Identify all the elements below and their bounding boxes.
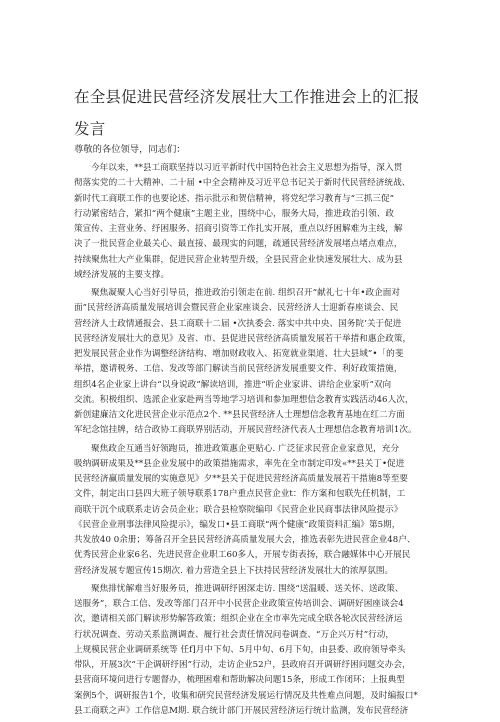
- paragraph-line: 交流。积极组织、选派企业家赴两当等地学习培训和参加理想信念教育实践活动46人次，: [74, 394, 414, 405]
- paragraph: [74, 286, 430, 439]
- paragraph-first-line: 聚焦凝聚人心当好引导员，推进政治引领走在前. 组织召开“献礼七十年•政企面对: [91, 288, 401, 298]
- paragraph-line: 案例5个，调研报告1个，收集和研究民营经济发展运行情况及共性难点问题，及时编报口*: [74, 690, 418, 701]
- paragraph-line: 面”民营经济高质量发展培训会暨民营企业家座谈会、民营经济人士迎新春座谈会、民: [74, 303, 399, 314]
- paragraph-line: 组织4名企业家上讲台“以身说政”解读培训，推进“听企业家讲、讲给企业家听”双向: [74, 379, 392, 390]
- paragraph-line: 次，邀请相关部门解读形势解答政策；组织企业在全市率先完成全联各轮次民营经济运: [74, 614, 403, 625]
- paragraph-line: 策宣传、主营业务、纾困服务、招商引资等工作扎实开展，重点以纾困解难为主线，解: [74, 224, 403, 234]
- paragraph-line: 新创建廉洁文化进民营企业示范点2个. **县民营经济人士理想信念教育基地在红二方面: [74, 410, 405, 420]
- title-line-2: 发言: [74, 120, 106, 138]
- paragraph: [74, 161, 430, 283]
- paragraph-line: 新时代工商联工作的也要论述、指示批示和贺信精神，将党纪学习教育与“三抓三促”: [74, 193, 395, 204]
- paragraph-line: 送服务”，联合工信、发改等部门召开中小民营企业政策宣传培训会、调研好困座谈会4: [74, 599, 404, 609]
- paragraph-line: 上规模民营企业调研系统等 任f]月中下旬、5月中旬、6月下旬，由县委、政府领导牵头: [74, 644, 406, 655]
- paragraph-line: 共发放40 0余册；筹备召开全县民营经济高质量发展大会，推选表彰先进民营企业48户、: [74, 535, 416, 545]
- paragraph-line: 县工商联之声》工作信息M期. 联合统计部门开展民营经济运行统计监测，发布民营经济: [74, 705, 409, 716]
- paragraph-line: 行动紧密结合，紧扣“两个健康”主题主业，围绕中心，服务大局，推进政治引领、政: [74, 208, 395, 219]
- paragraph-line: 商联干沉个成联系走访会员企业；联合县检察院编印《民营企业民商事法律风险提示》: [74, 504, 403, 515]
- paragraph-line: 民营经济发展壮大的意见》及省、市、县促进民营经济高质量发展若干举措和惠企政策，: [74, 333, 412, 344]
- paragraph-line: 吸纳调研成果及**县企业发展中的政策措施需求，率先在全市制定印发«**县关丁•促进: [74, 458, 405, 469]
- paragraph-line: 域经济发展的主要支撑。: [74, 269, 170, 280]
- paragraph-line: 营经济人士政情通报会、县工商联十二届 •次执委会. 落实中共中央、国务院’关于促进: [74, 318, 402, 329]
- salutation: 尊敬的各位领导，同志们：: [74, 144, 186, 155]
- paragraph-line: 营经济发展专题宣传15期次. 着力营造全县上下扶持民营经济发展壮大的浓厚氛围。: [74, 565, 394, 576]
- paragraph-line: 行状况调查、劳动关系监测调查、履行社会责任情况问卷调查、“万企兴万村”行动，: [74, 629, 395, 640]
- paragraph-line: 优秀民营企业家6名、先进民营企业职工60多人，开展专街表扬，联合融媒体中心开展民: [74, 550, 411, 561]
- paragraph-line: 举措，邀请税务、工信、发改等部门解读当前民营经济发展重要文件、利好政策措施，: [74, 364, 403, 375]
- paragraph: [74, 442, 430, 579]
- title-line-1: 在全县促进民营经济发展壮大工作推进会上的汇报: [74, 88, 420, 106]
- paragraph-first-line: 聚焦排忧解难当好服务员，推进调研纾困深走访. 围绕“送温暖、送关怀、送政策、: [91, 583, 404, 594]
- paragraph-first-line: 今年以来，**县工商联坚持以习近平新时代中国特色社会主义思想为指导，深入贯: [91, 163, 403, 173]
- paragraph-line: 彻落实党的二十大精神、二十届 •中全会精神及习近平总书记关于新时代民营经济统战、: [74, 178, 411, 189]
- paragraph-line: 《民营企业刑事法律风险提示》，编发口•县工商联“两个健康”政策资料汇编》第5期，: [74, 519, 401, 530]
- paragraph-line: 持续聚焦壮大产业集群，促进民营企业转型升级，全县民营企业快速发展壮大、成为县: [74, 254, 403, 265]
- paragraph-line: 把发展民营企业作为调整经济结构、增加财政收入、拓宽就业渠道、壮大县域”•「的斐: [74, 349, 404, 359]
- paragraph-line: 县营商环境问进行专题督办，梳理困难和帮助解决问题15条，形成工作闭环；上报典型: [74, 675, 405, 686]
- paragraph-line: 军纪念馆挂牌，结合政协工商联界别活动，开展民营经济代表人士理想信念教育培训1次。: [74, 425, 417, 436]
- paragraph-line: 带队，开展3次“干企调研纾困”行动，走访企业52户，县政府召开调研纾困问题交办会，: [74, 660, 411, 670]
- paragraph-line: 文件，制定出口县四大班子领导联系178户重点民营企业t：作方案和包联先任机制，工: [74, 489, 406, 500]
- paragraph: [74, 582, 430, 719]
- document-title: [74, 81, 434, 145]
- document-body: [74, 161, 430, 722]
- paragraph-line: 民营经济赢质量发展的实施意见》夕**县关于促进民营经济高质量发展若干措施8等至要: [74, 474, 409, 484]
- paragraph-line: 决了一批民营企业最关心、最直接、最现实的问题，疏通民营经济发展堵点堵点难点，: [74, 239, 403, 250]
- paragraph-first-line: 聚焦政企互通当好领跑员，推进政策惠企更贴心. 广泛征求民营企业家意见，充分: [91, 443, 400, 454]
